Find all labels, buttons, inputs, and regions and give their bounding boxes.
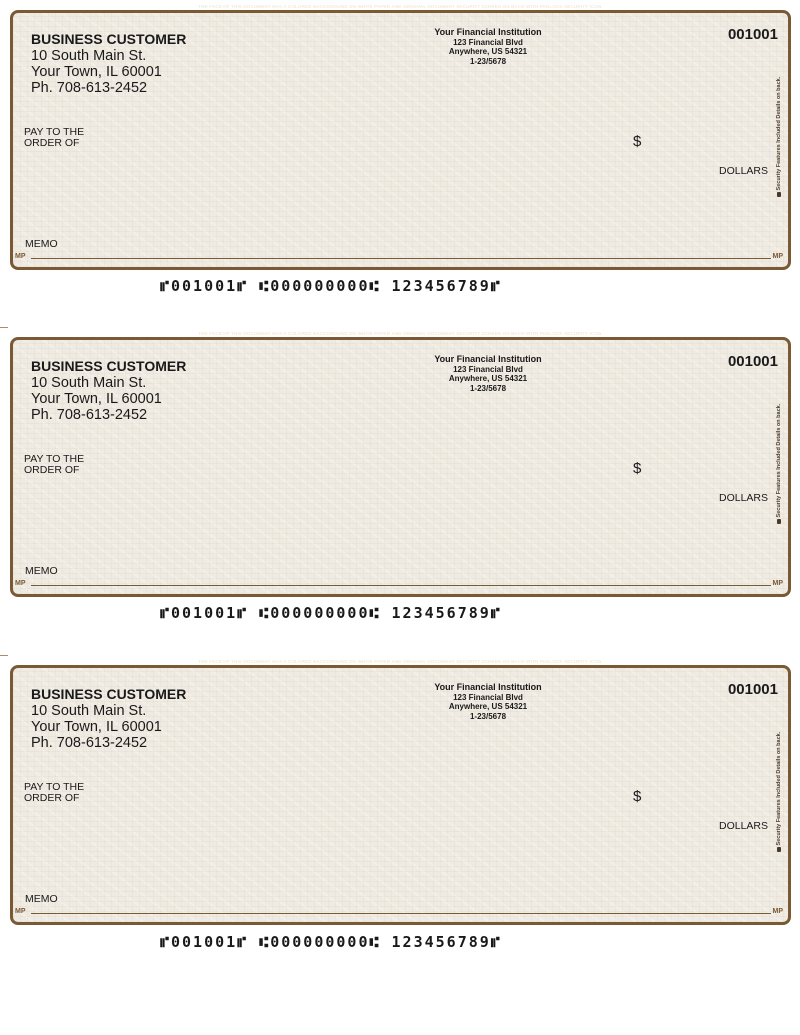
pay-to-line-2: ORDER OF	[24, 792, 80, 804]
pay-to-label	[24, 454, 84, 476]
bank-street: 123 Financial Blvd	[453, 37, 523, 47]
security-warning: THE FACE OF THIS DOCUMENT HAS A COLORED BACKGROUND ON WHITE PAPER AND ORIGINAL DOCUMENT SECURITY SCREEN ON BACK WITH PADLOCK SECURITY ICON.	[198, 659, 603, 664]
pay-to-label	[24, 782, 84, 804]
pay-to-line-2: ORDER OF	[24, 137, 80, 149]
business-name: BUSINESS CUSTOMER	[31, 358, 187, 374]
dollars-label: DOLLARS	[719, 492, 769, 504]
routing-fraction: 1-23/5678	[469, 56, 507, 66]
dollar-sign: $	[633, 460, 642, 477]
pay-to-label	[24, 127, 84, 149]
memo-label: MEMO	[25, 565, 58, 577]
check-number: 001001	[727, 681, 778, 698]
business-name: BUSINESS CUSTOMER	[31, 31, 187, 47]
mp-mark-left: MP	[15, 580, 26, 587]
address-line-1: 10 South Main St.	[31, 703, 147, 719]
pay-to-line-1: PAY TO THE	[24, 453, 85, 465]
check-3	[10, 659, 791, 925]
padlock-icon	[777, 847, 781, 852]
mp-mark-right: MP	[772, 908, 783, 915]
pay-to-line-1: PAY TO THE	[24, 126, 85, 138]
check-1	[10, 4, 791, 270]
check-number: 001001	[727, 353, 778, 370]
micr-line: ⑈001001⑈ ⑆000000000⑆ 123456789⑈	[160, 277, 502, 295]
routing-fraction: 1-23/5678	[469, 383, 507, 393]
signature-line	[31, 913, 771, 914]
bank-name: Your Financial Institution	[434, 682, 542, 692]
micr-line: ⑈001001⑈ ⑆000000000⑆ 123456789⑈	[160, 933, 502, 951]
signature-line	[31, 258, 771, 259]
bank-city: Anywhere, US 54321	[448, 47, 528, 56]
bank-info	[403, 683, 573, 721]
check-2	[10, 331, 791, 597]
pay-to-line-2: ORDER OF	[24, 464, 80, 476]
side-security-text	[776, 385, 786, 545]
phone: Ph. 708-613-2452	[31, 80, 148, 96]
bank-name: Your Financial Institution	[434, 27, 542, 37]
bank-info	[403, 355, 573, 393]
side-security-text	[776, 713, 786, 873]
bank-street: 123 Financial Blvd	[453, 692, 523, 702]
micr-line: ⑈001001⑈ ⑆000000000⑆ 123456789⑈	[160, 604, 502, 622]
pay-to-line-1: PAY TO THE	[24, 781, 85, 793]
security-warning: THE FACE OF THIS DOCUMENT HAS A COLORED BACKGROUND ON WHITE PAPER AND ORIGINAL DOCUMENT SECURITY SCREEN ON BACK WITH PADLOCK SECURITY ICON.	[198, 331, 603, 336]
mp-mark-right: MP	[772, 253, 783, 260]
business-name: BUSINESS CUSTOMER	[31, 686, 187, 702]
bank-city: Anywhere, US 54321	[448, 702, 528, 711]
check-number: 001001	[727, 26, 778, 43]
dollars-label: DOLLARS	[719, 165, 769, 177]
bank-city: Anywhere, US 54321	[448, 374, 528, 383]
address-line-1: 10 South Main St.	[31, 375, 147, 391]
address-line-1: 10 South Main St.	[31, 48, 147, 64]
phone: Ph. 708-613-2452	[31, 407, 148, 423]
routing-fraction: 1-23/5678	[469, 711, 507, 721]
dollar-sign: $	[633, 788, 642, 805]
dollars-label: DOLLARS	[719, 820, 769, 832]
dollar-sign: $	[633, 133, 642, 150]
security-warning: THE FACE OF THIS DOCUMENT HAS A COLORED BACKGROUND ON WHITE PAPER AND ORIGINAL DOCUMENT SECURITY SCREEN ON BACK WITH PADLOCK SECURITY ICON.	[198, 4, 603, 9]
address-line-2: Your Town, IL 60001	[31, 64, 162, 80]
signature-line	[31, 585, 771, 586]
mp-mark-right: MP	[772, 580, 783, 587]
mp-mark-left: MP	[15, 253, 26, 260]
perforation-mark	[0, 327, 8, 328]
perforation-mark	[0, 655, 8, 656]
security-features-text: Security Features Included Details on back.	[776, 403, 782, 518]
address-line-2: Your Town, IL 60001	[31, 391, 162, 407]
padlock-icon	[777, 192, 781, 197]
mp-mark-left: MP	[15, 908, 26, 915]
bank-info	[403, 28, 573, 66]
padlock-icon	[777, 519, 781, 524]
phone: Ph. 708-613-2452	[31, 735, 148, 751]
address-line-2: Your Town, IL 60001	[31, 719, 162, 735]
side-security-text	[776, 58, 786, 218]
memo-label: MEMO	[25, 893, 58, 905]
bank-street: 123 Financial Blvd	[453, 364, 523, 374]
security-features-text: Security Features Included Details on back.	[776, 76, 782, 191]
bank-name: Your Financial Institution	[434, 354, 542, 364]
memo-label: MEMO	[25, 238, 58, 250]
security-features-text: Security Features Included Details on back.	[776, 731, 782, 846]
